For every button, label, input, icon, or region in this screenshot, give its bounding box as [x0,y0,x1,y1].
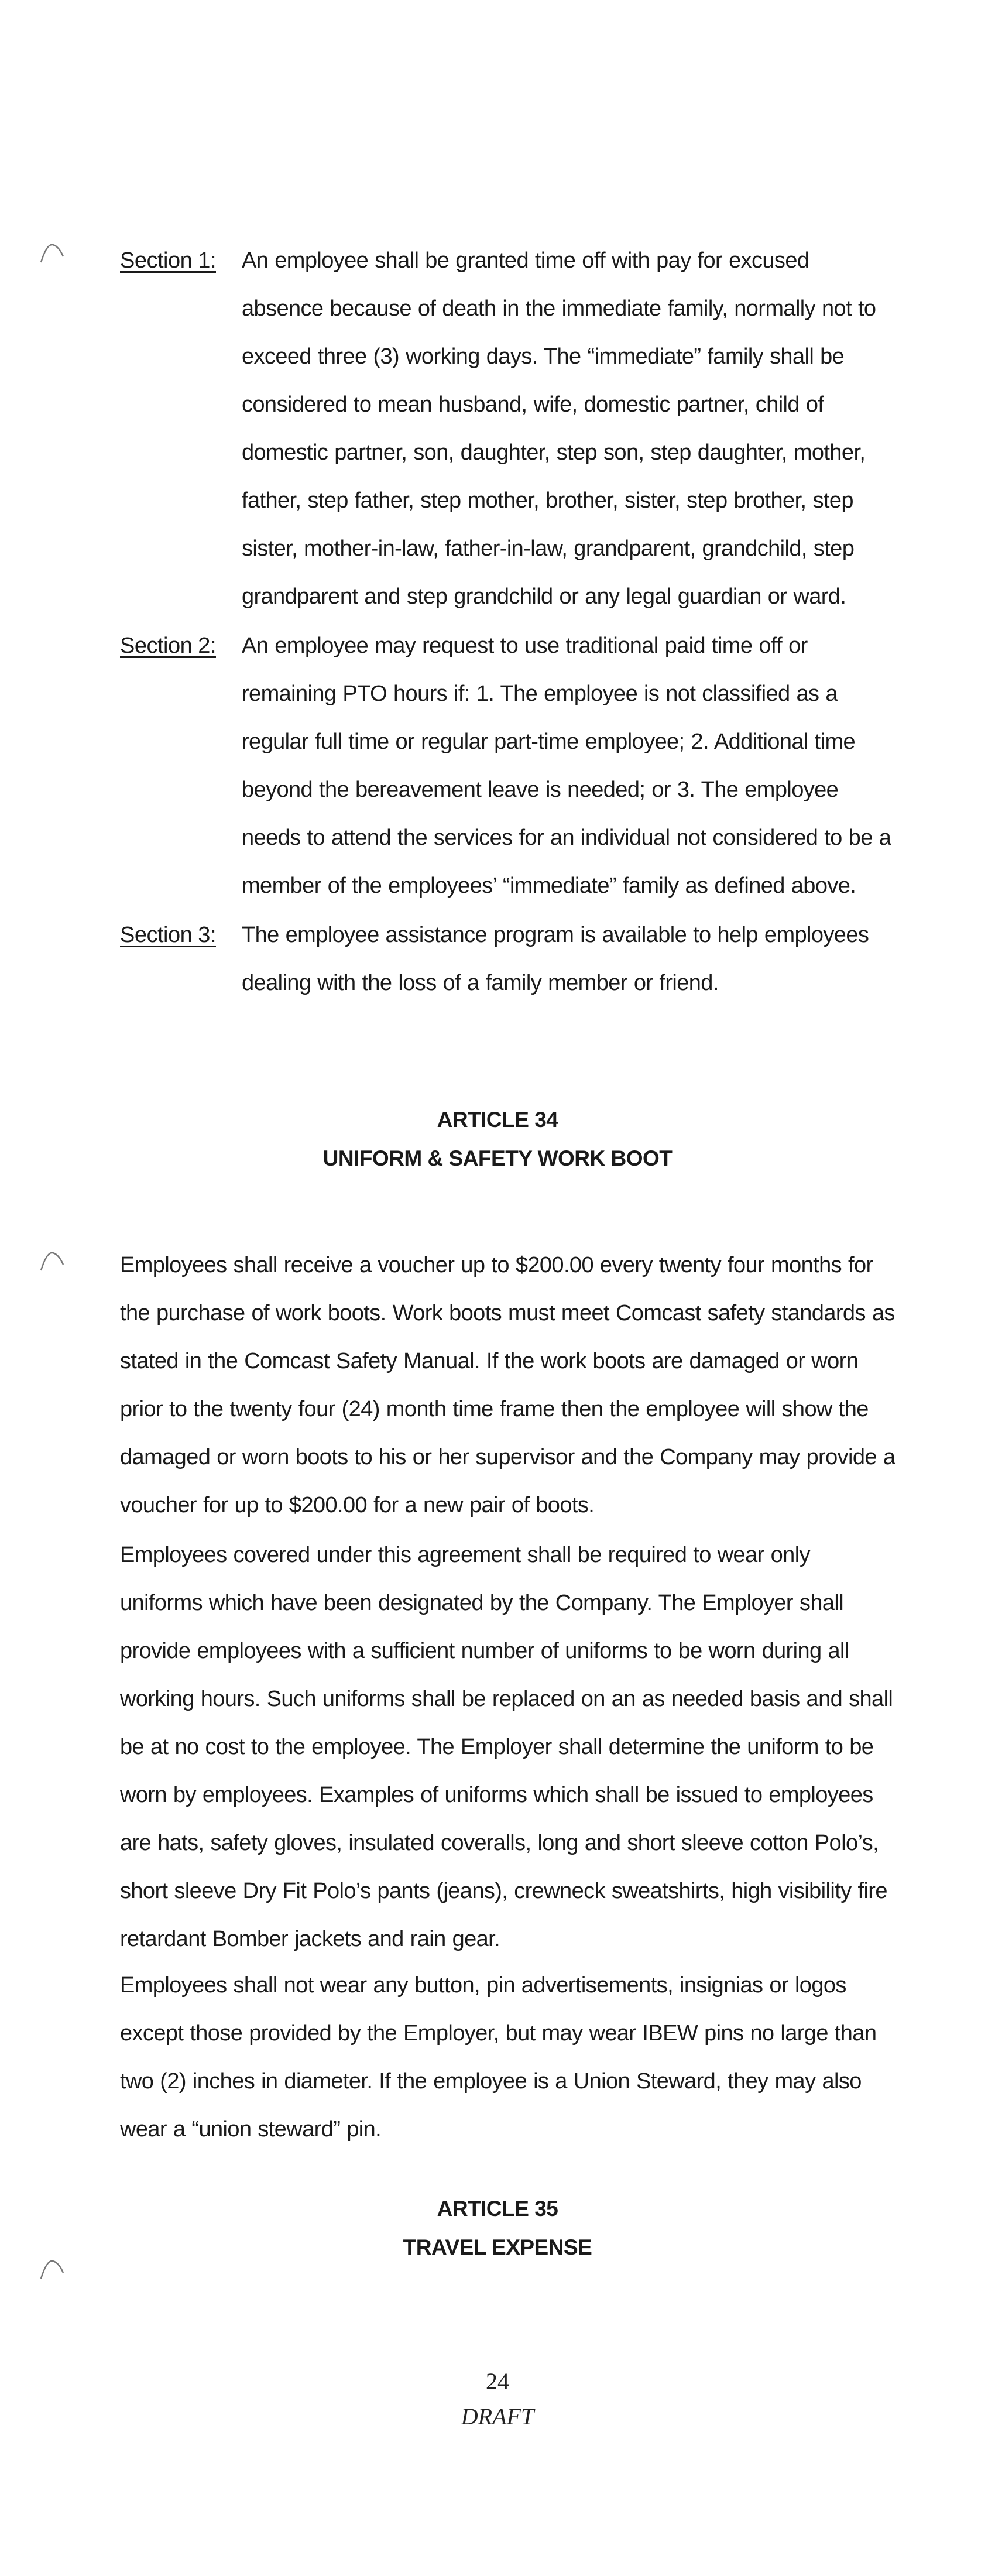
section-2-label: Section 2: [120,633,216,658]
article-34-paragraph-3: Employees shall not wear any button, pin advertisements, insignias or logos except those provided by the Employer, but may wear IBEW pins no large than two (2) inches in diameter. If the employee is a Union Steward, they may also wear a “union steward” pin. [120,1973,877,2142]
section-3-label: Section 3: [120,923,216,947]
section-1-text: An employee shall be granted time off with pay for excused absence because of death in the immediate family, normally not to exceed three (3) working days. The “immediate” family shall be considered to mean husband, wife, domestic partner, child of domestic partner, son, daughter, step son, step daughter, mother, father, step father, step mother, brother, sister, step brother, step sister, mother-in-law, father-in-law, grandparent, grandchild, step grandparent and step grandchild or any legal guardian or ward. [242,248,876,609]
article-35-number: ARTICLE 35 [437,2197,558,2221]
article-34-paragraph-1: Employees shall receive a voucher up to $200.00 every twenty four months for the purchase of work boots. Work boots must meet Comcast safety standards as stated in the Comcast Safety Manual. If the work boots are damaged or worn prior to the twenty four (24) month time frame then the employee will show the damaged or worn boots to his or her supervisor and the Company may provide a voucher for up to $200.00 for a new pair of boots. [120,1253,896,1517]
binder-hole-mark-middle [39,1247,66,1274]
article-34-title: UNIFORM & SAFETY WORK BOOT [322,1146,673,1170]
page-number: 24 [486,2368,509,2395]
article-34-number: ARTICLE 34 [437,1108,558,1132]
binder-hole-mark-top [39,239,66,266]
article-34-heading [0,1101,995,1178]
section-1-label: Section 1: [120,248,216,273]
article-35-title: TRAVEL EXPENSE [403,2235,592,2259]
article-35-heading [0,2190,995,2267]
article-34-paragraph-2: Employees covered under this agreement shall be required to wear only uniforms which have been designated by the Company. The Employer shall provide employees with a sufficient number of uniforms to be worn during all working hours. Such uniforms shall be replaced on an as needed basis and shall be at no cost to the employee. The Employer shall determine the uniform to be worn by employees. Examples of uniforms which shall be issued to employees are hats, safety gloves, insulated coveralls, long and short sleeve cotton Polo’s, short sleeve Dry Fit Polo’s pants (jeans), crewneck sweatshirts, high visibility fire retardant Bomber jackets and rain gear. [120,1543,893,1951]
section-3-text: The employee assistance program is available to help employees dealing with the loss of a family member or friend. [242,923,869,995]
draft-label: DRAFT [461,2403,534,2430]
page-footer [0,2364,995,2434]
section-2-text: An employee may request to use traditional paid time off or remaining PTO hours if: 1. The employee is not classified as a regular full time or regular part-time employee; 2. Additional time beyond the bereavement leave is needed; or 3. The employee needs to attend the services for an individual not considered to be a member of the employees’ “immediate” family as defined above. [242,633,891,898]
